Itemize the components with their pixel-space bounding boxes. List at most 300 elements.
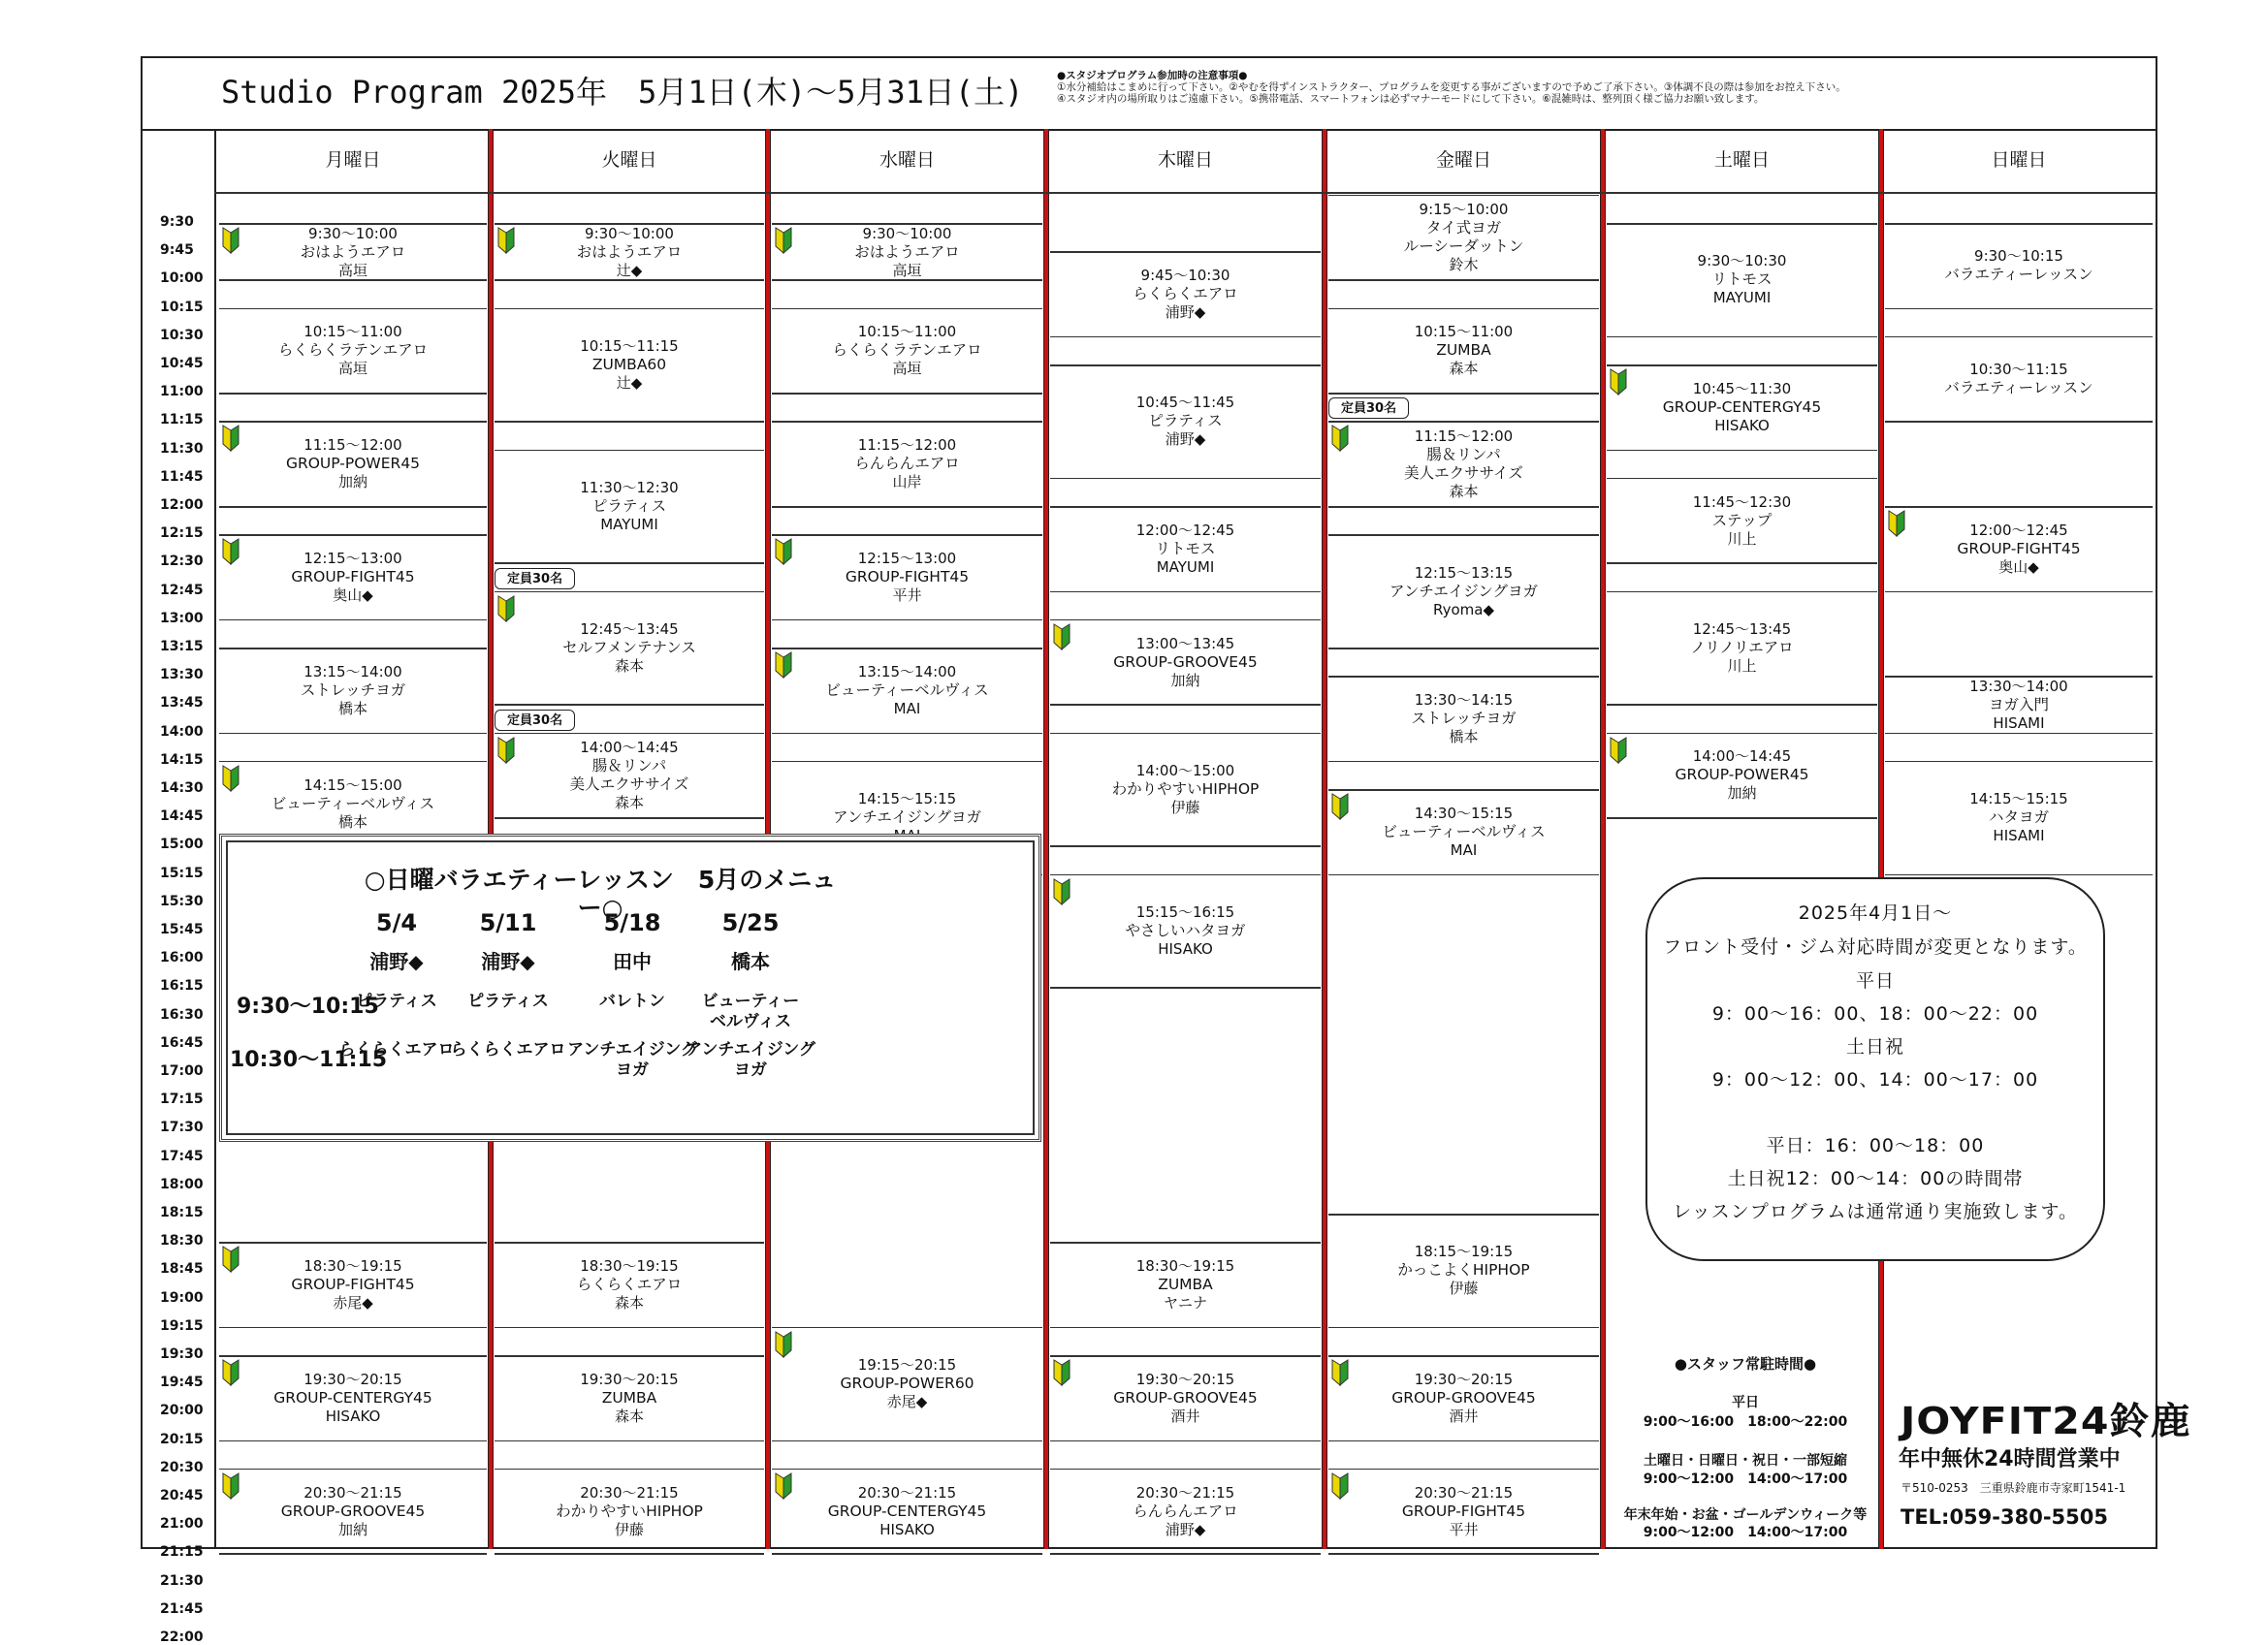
beginner-mark-icon xyxy=(221,1472,240,1500)
time-label: 10:15 xyxy=(160,299,204,315)
lesson-name: わかりやすいHIPHOP xyxy=(1111,779,1260,798)
lesson-instructor: 森本 xyxy=(1449,360,1479,378)
lesson-block[interactable] xyxy=(1328,423,1599,505)
lesson-instructor: 山岸 xyxy=(892,473,922,491)
sunday-menu-box xyxy=(219,834,1041,1142)
lesson-name: 美人エクササイズ xyxy=(1404,463,1523,482)
lesson-time: 19:30～20:15 xyxy=(1414,1370,1514,1388)
staff-hours-value: 9:00～12:00 14:00～17:00 xyxy=(1643,1471,1848,1487)
lesson-time: 12:15～13:00 xyxy=(303,549,402,567)
lesson-instructor: 辻◆ xyxy=(616,262,643,279)
lesson-block[interactable] xyxy=(495,225,764,278)
lesson-border xyxy=(495,1553,764,1555)
menu-program: アンチエイジング ヨガ xyxy=(686,1040,815,1080)
lesson-border xyxy=(1050,591,1321,593)
time-label: 19:15 xyxy=(160,1317,204,1334)
lesson-time: 14:15～15:15 xyxy=(857,790,957,808)
lesson-instructor: HISAMI xyxy=(1993,714,2045,732)
lesson-time: 12:45～13:45 xyxy=(580,619,679,638)
lesson-block[interactable] xyxy=(219,310,487,393)
lesson-block[interactable] xyxy=(1607,735,1877,817)
lesson-time: 11:30～12:30 xyxy=(580,478,679,496)
lesson-time: 18:30～19:15 xyxy=(303,1256,402,1275)
notes-line: ④スタジオ内の場所取りはご遠慮下さい。⑤携帯電話、スマートフォンは必ずマナーモードにして下さい。⑥混雑時は、整列頂く様ご協力お願い致します。 xyxy=(1057,93,1765,105)
lesson-name: リトモス xyxy=(1711,270,1773,289)
beginner-mark-icon xyxy=(221,425,240,452)
day-header: 水曜日 xyxy=(878,149,935,171)
lesson-block[interactable] xyxy=(772,649,1042,732)
lesson-block[interactable] xyxy=(1050,1244,1321,1326)
beginner-mark-icon xyxy=(221,538,240,565)
lesson-block[interactable] xyxy=(772,225,1042,278)
menu-program: らくらくエアロ xyxy=(338,1040,455,1060)
lesson-instructor: HISAKO xyxy=(1158,939,1213,958)
lesson-block[interactable] xyxy=(1328,678,1599,760)
lesson-instructor: 赤尾◆ xyxy=(333,1293,373,1312)
notice-line: 平日 xyxy=(1855,970,1895,992)
lesson-name: GROUP-FIGHT45 xyxy=(1401,1502,1526,1520)
beginner-mark-icon xyxy=(221,227,240,254)
lesson-instructor: 橋本 xyxy=(337,812,367,831)
lesson-instructor: 平井 xyxy=(892,585,922,604)
lesson-border xyxy=(495,704,764,706)
lesson-border xyxy=(1607,336,1877,338)
gym-address: 〒510-0253 三重県鈴鹿市寺家町1541-1 xyxy=(1901,1481,2126,1495)
lesson-time: 10:45～11:30 xyxy=(1692,379,1792,397)
lesson-name: ハタヨガ xyxy=(1988,808,2049,827)
lesson-border xyxy=(1050,1440,1321,1442)
time-label: 22:00 xyxy=(160,1629,204,1645)
column-divider xyxy=(1600,129,1606,1549)
lesson-instructor: 平井 xyxy=(1449,1520,1479,1538)
lesson-instructor: 加納 xyxy=(1727,784,1757,803)
lesson-name: タイ式ヨガ xyxy=(1425,219,1502,237)
lesson-block[interactable] xyxy=(1050,876,1321,987)
lesson-name: おはようエアロ xyxy=(300,243,406,261)
lesson-time: 12:45～13:45 xyxy=(1692,619,1792,638)
lesson-border xyxy=(772,279,1042,281)
lesson-time: 11:15～12:00 xyxy=(303,436,402,455)
beginner-mark-icon xyxy=(1330,793,1350,820)
lesson-block[interactable] xyxy=(1607,225,1877,335)
lesson-block[interactable] xyxy=(772,536,1042,618)
time-label: 14:00 xyxy=(160,723,204,740)
lesson-border xyxy=(495,1440,764,1442)
lesson-name: GROUP-FIGHT45 xyxy=(1957,539,2081,557)
lesson-block[interactable] xyxy=(1885,508,2153,590)
lesson-border xyxy=(1050,478,1321,480)
lesson-block[interactable] xyxy=(1885,678,2153,731)
time-label: 20:30 xyxy=(160,1459,204,1475)
lesson-block[interactable] xyxy=(495,310,764,421)
lesson-instructor: HISAKO xyxy=(879,1520,935,1538)
time-label: 18:15 xyxy=(160,1205,204,1220)
lesson-time: 18:30～19:15 xyxy=(580,1256,679,1275)
lesson-time: 9:15～10:00 xyxy=(1419,201,1509,219)
lesson-time: 20:30～21:15 xyxy=(857,1483,957,1502)
day-header: 日曜日 xyxy=(1991,149,2047,171)
capacity-badge: 定員30名 xyxy=(1328,397,1409,419)
lesson-border xyxy=(1050,336,1321,338)
lesson-time: 20:30～21:15 xyxy=(303,1483,402,1502)
lesson-time: 12:15～13:00 xyxy=(857,549,957,567)
beginner-mark-icon xyxy=(1052,623,1071,650)
menu-slot-time: 10:30～11:15 xyxy=(230,1048,388,1072)
lesson-border xyxy=(495,421,764,423)
lesson-block[interactable] xyxy=(1050,735,1321,845)
lesson-block[interactable] xyxy=(495,593,764,704)
staff-title: ●スタッフ常駐時間● xyxy=(1674,1355,1817,1373)
lesson-border xyxy=(219,506,487,508)
lesson-name: らくらくラテンエアロ xyxy=(277,341,429,360)
lesson-time: 19:30～20:15 xyxy=(1135,1370,1235,1388)
time-label: 17:30 xyxy=(160,1120,204,1136)
lesson-border xyxy=(772,619,1042,621)
lesson-border xyxy=(1328,506,1599,508)
lesson-block[interactable] xyxy=(219,423,487,505)
notes-line: ①水分補給はこまめに行って下さい。②やむを得ずインストラクター、プログラムを変更する事がございますので予めご了承下さい。③体調不良の際は参加をお控え下さい。 xyxy=(1057,81,1846,93)
notes-heading: ●スタジオプログラム参加時の注意事項● xyxy=(1057,70,1248,81)
lesson-name: ビューティーベルヴィス xyxy=(825,680,989,699)
time-label: 11:45 xyxy=(160,468,204,485)
lesson-name: ZUMBA xyxy=(601,1388,657,1407)
lesson-name: アンチエイジングヨガ xyxy=(1389,582,1539,600)
time-label: 21:00 xyxy=(160,1516,204,1533)
lesson-name: GROUP-CENTERGY45 xyxy=(273,1388,432,1407)
capacity-badge: 定員30名 xyxy=(495,568,575,589)
lesson-border xyxy=(219,1553,487,1555)
lesson-block[interactable] xyxy=(1885,763,2153,873)
lesson-name: セルフメンテナンス xyxy=(562,638,696,656)
lesson-block[interactable] xyxy=(772,310,1042,393)
lesson-name: GROUP-GROOVE45 xyxy=(1113,1388,1258,1407)
lesson-name: ビューティーベルヴィス xyxy=(1382,822,1546,840)
time-label: 20:15 xyxy=(160,1431,204,1447)
notice-line: 9：00～12：00、14：00～17：00 xyxy=(1711,1069,2039,1091)
beginner-mark-icon xyxy=(1052,1359,1071,1386)
lesson-time: 13:30～14:15 xyxy=(1414,690,1514,709)
lesson-instructor: 高垣 xyxy=(892,262,922,279)
lesson-border xyxy=(772,506,1042,508)
lesson-instructor: 加納 xyxy=(337,473,367,491)
lesson-block[interactable] xyxy=(495,1244,764,1326)
lesson-block[interactable] xyxy=(219,649,487,732)
lesson-border xyxy=(1050,704,1321,706)
time-label: 10:45 xyxy=(160,356,204,371)
time-label: 18:00 xyxy=(160,1176,204,1192)
lesson-block[interactable] xyxy=(219,225,487,278)
time-label: 15:45 xyxy=(160,922,204,937)
lesson-name: リトモス xyxy=(1155,539,1216,557)
time-label: 17:15 xyxy=(160,1091,204,1108)
lesson-block[interactable] xyxy=(1050,1357,1321,1439)
staff-hours-value: 9:00～12:00 14:00～17:00 xyxy=(1643,1525,1848,1540)
lesson-name: GROUP-FIGHT45 xyxy=(845,567,970,585)
time-label: 15:30 xyxy=(160,893,204,909)
lesson-time: 11:15～12:00 xyxy=(1414,427,1514,445)
capacity-badge: 定員30名 xyxy=(495,710,575,731)
lesson-name: GROUP-FIGHT45 xyxy=(291,1275,415,1293)
lesson-block[interactable] xyxy=(219,763,487,845)
lesson-border xyxy=(772,733,1042,735)
lesson-border xyxy=(1885,874,2153,876)
lesson-time: 19:30～20:15 xyxy=(580,1370,679,1388)
lesson-name: バラエティーレッスン xyxy=(1944,379,2093,397)
lesson-border xyxy=(1328,761,1599,763)
lesson-time: 10:30～11:15 xyxy=(1969,361,2068,379)
menu-program: ビューティー ベルヴィス xyxy=(701,992,800,1031)
lesson-time: 10:15～11:15 xyxy=(580,336,679,355)
time-label: 16:15 xyxy=(160,978,204,995)
lesson-time: 14:15～15:15 xyxy=(1969,790,2068,808)
lesson-block[interactable] xyxy=(1328,791,1599,873)
lesson-border xyxy=(1328,648,1599,649)
beginner-mark-icon xyxy=(221,1246,240,1273)
page-title: Studio Program 2025年 5月1日(木)～5月31日(土) xyxy=(221,74,1024,111)
lesson-time: 10:15～11:00 xyxy=(303,323,402,341)
lesson-border xyxy=(1328,1440,1599,1442)
lesson-name: ピラティス xyxy=(1148,412,1223,430)
lesson-instructor: 伊藤 xyxy=(1170,798,1200,816)
lesson-block[interactable] xyxy=(219,1471,487,1553)
lesson-time: 14:00～15:00 xyxy=(1135,761,1235,779)
beginner-mark-icon xyxy=(1609,368,1628,395)
beginner-mark-icon xyxy=(1330,1472,1350,1500)
lesson-block[interactable] xyxy=(495,452,764,562)
lesson-block[interactable] xyxy=(1607,480,1877,562)
beginner-mark-icon xyxy=(774,1472,793,1500)
time-label: 12:00 xyxy=(160,497,204,513)
lesson-time: 14:00～14:45 xyxy=(580,738,679,756)
lesson-block[interactable] xyxy=(1328,1357,1599,1439)
lesson-name: GROUP-FIGHT45 xyxy=(291,567,415,585)
lesson-instructor: 川上 xyxy=(1727,529,1757,548)
lesson-block[interactable] xyxy=(772,1471,1042,1553)
lesson-border xyxy=(495,1327,764,1329)
time-label: 19:00 xyxy=(160,1289,204,1306)
time-label: 17:00 xyxy=(160,1063,204,1079)
lesson-border xyxy=(772,1553,1042,1555)
menu-date: 5/4 xyxy=(375,909,418,936)
lesson-instructor: 赤尾◆ xyxy=(886,1393,928,1411)
lesson-block[interactable] xyxy=(772,1329,1042,1439)
time-label: 16:00 xyxy=(160,950,204,966)
lesson-name: ノリノリエアロ xyxy=(1690,638,1794,656)
lesson-instructor: 森本 xyxy=(1449,482,1479,500)
menu-date: 5/11 xyxy=(479,909,537,936)
lesson-block[interactable] xyxy=(1885,225,2153,307)
lesson-instructor: MAI xyxy=(1450,840,1478,859)
lesson-instructor: 辻◆ xyxy=(616,373,643,392)
beginner-mark-icon xyxy=(774,651,793,679)
lesson-instructor: 伊藤 xyxy=(614,1520,644,1538)
lesson-block[interactable] xyxy=(1050,621,1321,704)
lesson-name: ステップ xyxy=(1711,511,1773,529)
lesson-border xyxy=(1607,817,1877,819)
lesson-time: 12:00～12:45 xyxy=(1135,521,1235,539)
time-label: 11:30 xyxy=(160,440,204,457)
lesson-border xyxy=(495,279,764,281)
time-label: 10:00 xyxy=(160,270,204,287)
lesson-instructor: 加納 xyxy=(337,1520,367,1538)
time-label: 15:15 xyxy=(160,865,204,881)
lesson-border xyxy=(219,1327,487,1329)
lesson-instructor: 高垣 xyxy=(892,360,922,378)
lesson-block[interactable] xyxy=(1050,1471,1321,1553)
lesson-border xyxy=(1885,591,2153,593)
time-label: 17:45 xyxy=(160,1148,204,1164)
time-label: 12:45 xyxy=(160,582,204,598)
lesson-border xyxy=(772,393,1042,395)
notice-line: 9：00～16：00、18：00～22：00 xyxy=(1711,1003,2039,1025)
lesson-name: GROUP-POWER45 xyxy=(1675,766,1809,784)
lesson-instructor: 浦野◆ xyxy=(1165,1520,1206,1538)
lesson-name: ルーシーダットン xyxy=(1403,237,1524,256)
lesson-name: らんらんエアロ xyxy=(854,455,960,473)
lesson-border xyxy=(219,393,487,395)
lesson-block[interactable] xyxy=(1328,310,1599,393)
lesson-instructor: 奥山◆ xyxy=(1998,557,2039,576)
lesson-block[interactable] xyxy=(219,1244,487,1326)
lesson-name: 腸＆リンパ xyxy=(591,756,667,775)
lesson-block[interactable] xyxy=(772,423,1042,505)
lesson-instructor: 森本 xyxy=(614,1407,644,1425)
lesson-border xyxy=(1050,1327,1321,1329)
lesson-border xyxy=(1328,1327,1599,1329)
lesson-time: 9:30～10:00 xyxy=(585,225,674,242)
lesson-block[interactable] xyxy=(219,536,487,618)
lesson-block[interactable] xyxy=(1885,338,2153,421)
lesson-instructor: 高垣 xyxy=(337,360,367,378)
lesson-block[interactable] xyxy=(495,1357,764,1439)
lesson-block[interactable] xyxy=(1050,253,1321,335)
beginner-mark-icon xyxy=(221,1359,240,1386)
lesson-instructor: 伊藤 xyxy=(1449,1280,1479,1298)
lesson-instructor: 森本 xyxy=(614,793,644,811)
lesson-instructor: ヤニナ xyxy=(1163,1293,1207,1312)
beginner-mark-icon xyxy=(221,765,240,792)
participation-notes xyxy=(1057,70,1846,105)
time-label: 13:30 xyxy=(160,667,204,683)
beginner-mark-icon xyxy=(1330,1359,1350,1386)
menu-program: ピラティス xyxy=(467,992,549,1011)
lesson-block[interactable] xyxy=(495,735,764,817)
lesson-name: わかりやすいHIPHOP xyxy=(556,1502,703,1520)
lesson-block[interactable] xyxy=(495,1471,764,1553)
time-label: 14:30 xyxy=(160,780,204,796)
day-header: 月曜日 xyxy=(325,149,381,171)
column-divider xyxy=(2156,129,2157,1549)
lesson-block[interactable] xyxy=(1328,1471,1599,1553)
beginner-mark-icon xyxy=(774,538,793,565)
lesson-time: 13:00～13:45 xyxy=(1135,634,1235,652)
lesson-block[interactable] xyxy=(1607,366,1877,449)
lesson-border xyxy=(1328,874,1599,876)
lesson-time: 19:15～20:15 xyxy=(857,1356,957,1375)
time-label: 12:15 xyxy=(160,525,204,542)
lesson-time: 20:30～21:15 xyxy=(1414,1483,1514,1502)
lesson-border xyxy=(1328,279,1599,281)
lesson-border xyxy=(1607,704,1877,706)
lesson-time: 13:30～14:00 xyxy=(1969,678,2068,696)
beginner-mark-icon xyxy=(1887,510,1906,537)
lesson-name: アンチエイジングヨガ xyxy=(832,808,982,827)
lesson-block[interactable] xyxy=(1328,536,1599,647)
lesson-block[interactable] xyxy=(1328,197,1599,279)
time-label: 9:30 xyxy=(160,214,194,230)
lesson-block[interactable] xyxy=(219,1357,487,1439)
staff-label: 土曜日・日曜日・祝日・一部短縮 xyxy=(1644,1453,1847,1469)
header-divider xyxy=(141,129,2157,131)
lesson-block[interactable] xyxy=(1050,366,1321,477)
notice-line: 平日：16：00～18：00 xyxy=(1766,1135,1985,1156)
lesson-instructor: Ryoma◆ xyxy=(1433,600,1494,618)
lesson-block[interactable] xyxy=(1328,1216,1599,1326)
day-header: 金曜日 xyxy=(1435,149,1491,171)
lesson-time: 18:30～19:15 xyxy=(1135,1256,1235,1275)
beginner-mark-icon xyxy=(496,227,516,254)
lesson-name: らんらんエアロ xyxy=(1133,1502,1238,1520)
lesson-instructor: HISAMI xyxy=(1993,827,2045,845)
menu-instructor: 田中 xyxy=(613,950,652,973)
lesson-time: 9:30～10:30 xyxy=(1697,252,1787,270)
lesson-instructor: MAYUMI xyxy=(1156,557,1215,576)
notice-line: 土日祝12：00～14：00の時間帯 xyxy=(1727,1168,2024,1189)
time-label: 18:45 xyxy=(160,1261,204,1278)
time-label: 21:15 xyxy=(160,1544,204,1561)
lesson-name: 腸＆リンパ xyxy=(1426,445,1501,463)
lesson-time: 9:45～10:30 xyxy=(1140,266,1230,284)
lesson-instructor: 森本 xyxy=(614,656,644,675)
time-label: 13:45 xyxy=(160,695,204,712)
lesson-time: 9:30～10:00 xyxy=(862,225,952,242)
lesson-block[interactable] xyxy=(1607,593,1877,704)
lesson-border xyxy=(1328,1553,1599,1555)
lesson-name: やさしいハタヨガ xyxy=(1125,921,1246,939)
day-header: 木曜日 xyxy=(1157,149,1213,171)
beginner-mark-icon xyxy=(496,737,516,764)
front-hours-notice xyxy=(1645,877,2105,1261)
lesson-time: 10:15～11:00 xyxy=(857,323,957,341)
lesson-border xyxy=(219,619,487,621)
menu-date: 5/18 xyxy=(603,909,661,936)
staff-label: 平日 xyxy=(1732,1395,1759,1410)
lesson-border xyxy=(495,562,764,564)
staff-label: 年末年始・お盆・ゴールデンウィーク等 xyxy=(1623,1507,1868,1523)
menu-program: バレトン xyxy=(599,992,665,1011)
lesson-time: 13:15～14:00 xyxy=(857,662,957,680)
menu-instructor: 浦野◆ xyxy=(369,950,424,973)
lesson-block[interactable] xyxy=(1050,508,1321,590)
time-label: 21:45 xyxy=(160,1600,204,1617)
time-label: 19:45 xyxy=(160,1375,204,1391)
lesson-time: 15:15～16:15 xyxy=(1135,902,1235,921)
notice-line: 2025年4月1日～ xyxy=(1798,902,1953,924)
lesson-name: おはようエアロ xyxy=(576,243,683,261)
column-divider xyxy=(1322,129,1327,1549)
lesson-border xyxy=(772,1440,1042,1442)
time-label: 16:30 xyxy=(160,1006,204,1023)
beginner-mark-icon xyxy=(1052,878,1071,905)
lesson-name: GROUP-CENTERGY45 xyxy=(1662,397,1822,416)
beginner-mark-icon xyxy=(496,595,516,622)
menu-instructor: 橋本 xyxy=(731,950,770,973)
column-divider xyxy=(1043,129,1049,1549)
lesson-name: 美人エクササイズ xyxy=(569,775,689,793)
lesson-instructor: 森本 xyxy=(614,1293,644,1312)
beginner-mark-icon xyxy=(774,227,793,254)
lesson-border xyxy=(219,279,487,281)
